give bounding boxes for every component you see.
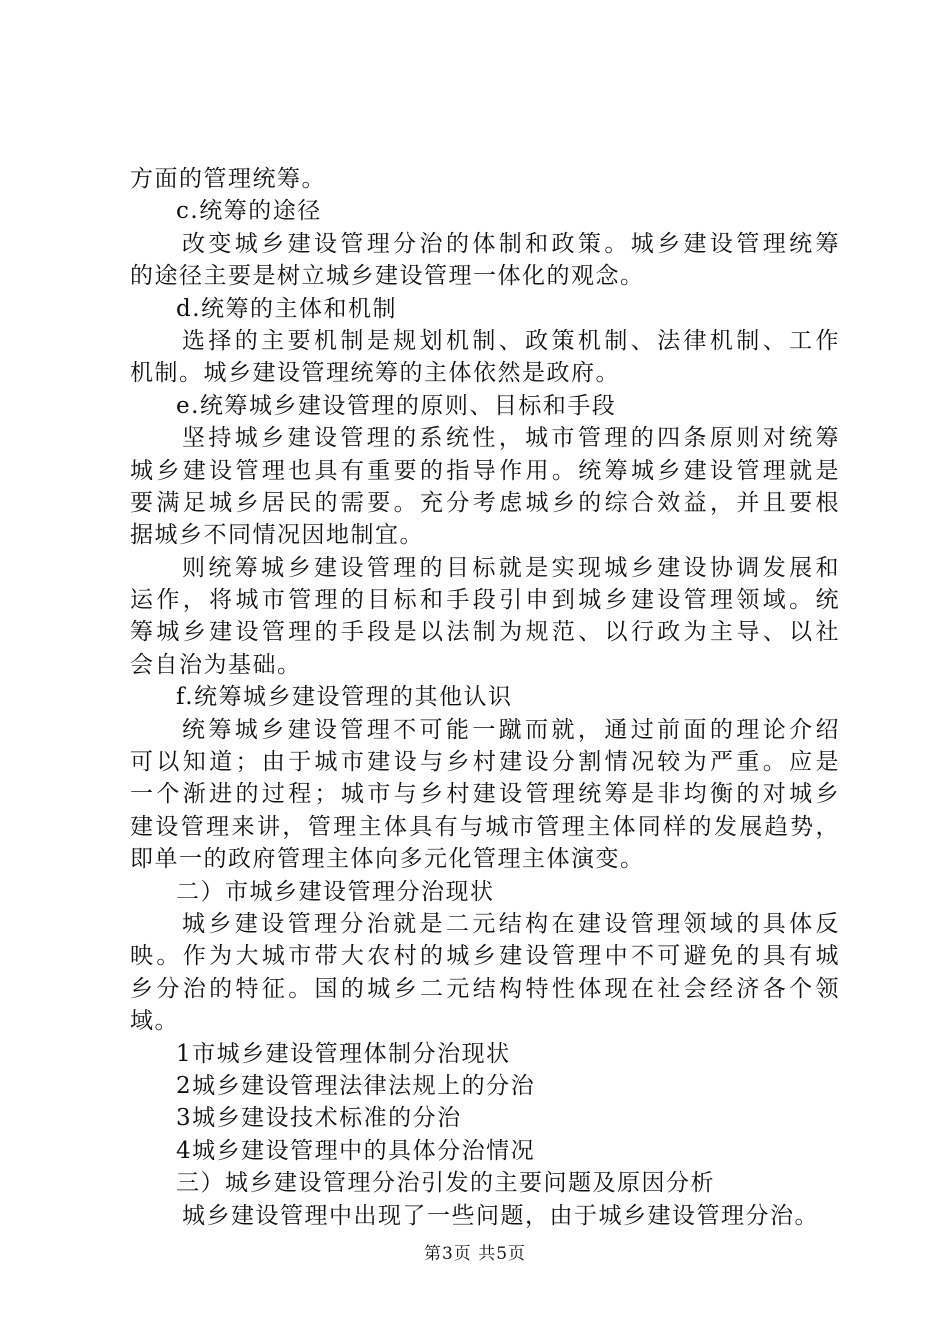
list-item: 2城乡建设管理法律法规上的分治 [176,1072,536,1099]
section-heading: f.统筹城乡建设管理的其他认识 [176,684,513,711]
list-item: 1市城乡建设管理体制分治现状 [176,1040,511,1067]
text-line: 统筹城乡建设管理不可能一蹴而就，通过前面的理论介绍 [182,716,840,743]
text-line: 的途径主要是树立城乡建设管理一体化的观念。 [130,263,645,290]
text-line: 改变城乡建设管理分治的体制和政策。城乡建设管理统筹 [182,230,840,257]
text-line: 一个渐进的过程；城市与乡村建设管理统筹是非均衡的对城乡 [130,781,840,808]
section-heading: e.统筹城乡建设管理的原则、目标和手段 [176,392,617,419]
text-line: 筹城乡建设管理的手段是以法制为规范、以行政为主导、以社 [130,619,840,646]
text-line: 方面的管理统筹。 [130,166,326,192]
text-line: 要满足城乡居民的需要。充分考虑城乡的综合效益，并且要根 [130,489,840,516]
text-line: 运作，将城市管理的目标和手段引申到城乡建设管理领域。统 [130,587,840,614]
text-line: 坚持城乡建设管理的系统性，城市管理的四条原则对统筹 [182,425,840,452]
text-line: 城乡建设管理也具有重要的指导作用。统筹城乡建设管理就是 [130,457,840,484]
text-line: 乡分治的特征。国的城乡二元结构特性体现在社会经济各个领 [130,975,840,1002]
section-heading: 二）市城乡建设管理分治现状 [176,878,495,905]
text-line: 选择的主要机制是规划机制、政策机制、法律机制、工作 [182,327,840,354]
text-line: 城乡建设管理中出现了一些问题，由于城乡建设管理分治。 [182,1202,819,1229]
text-line: 即单一的政府管理主体向多元化管理主体演变。 [130,846,645,873]
text-line: 域。 [130,1008,179,1035]
text-line: 会自治为基础。 [130,651,302,678]
text-line: 城乡建设管理分治就是二元结构在建设管理领域的具体反 [182,910,840,937]
list-item: 3城乡建设技术标准的分治 [176,1105,462,1132]
text-line: 映。作为大城市带大农村的城乡建设管理中不可避免的具有城 [130,943,840,970]
text-line: 可以知道；由于城市建设与乡村建设分割情况较为严重。应是 [130,749,840,776]
section-heading: 三）城乡建设管理分治引发的主要问题及原因分析 [176,1170,715,1197]
section-heading: c.统筹的途径 [176,198,322,225]
section-heading: d.统筹的主体和机制 [176,295,398,322]
text-line: 建设管理来讲，管理主体具有与城市管理主体同样的发展趋势， [130,813,840,840]
text-line: 机制。城乡建设管理统筹的主体依然是政府。 [130,360,620,387]
list-item: 4城乡建设管理中的具体分治情况 [176,1137,536,1164]
text-line: 据城乡不同情况因地制宜。 [130,522,424,549]
document-body [130,163,840,1232]
page-footer: 第3页 共5页 [423,1244,527,1264]
text-line: 则统筹城乡建设管理的目标就是实现城乡建设协调发展和 [182,554,840,581]
